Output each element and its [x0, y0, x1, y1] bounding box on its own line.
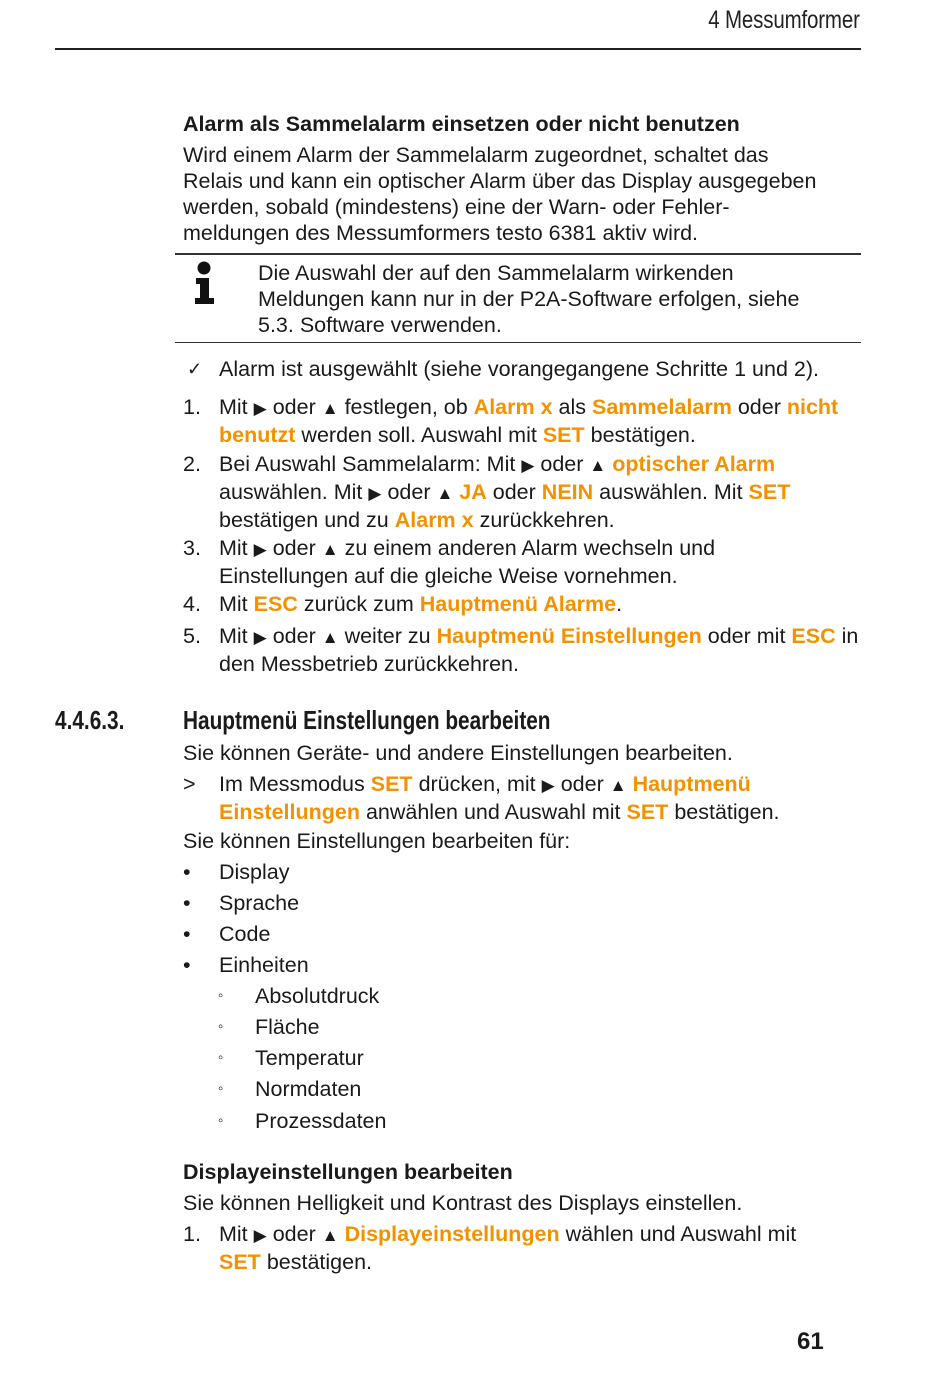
- display-intro: Sie können Helligkeit und Kontrast des Displays einstellen.: [183, 1191, 743, 1215]
- step-text: in den Messbetrieb zurückkehren.: [219, 624, 859, 676]
- note-text: [258, 260, 799, 338]
- step-text: oder: [272, 1222, 316, 1246]
- step-text: Mit: [219, 1222, 248, 1246]
- step-text: bestätigen und zu: [219, 508, 389, 532]
- step-text: oder: [387, 480, 431, 504]
- page-number: 61: [797, 1328, 824, 1355]
- action-mark: >: [183, 772, 196, 796]
- step-text: Mit: [219, 592, 248, 616]
- arrow-right-icon: ▶: [521, 456, 535, 475]
- step-text: wählen und Auswahl mit: [565, 1222, 797, 1246]
- note-bottom-rule: [175, 342, 861, 343]
- highlight-term: SET: [748, 480, 791, 504]
- para-line: Relais und kann ein optischer Alarm über das Display ausgegeben: [183, 169, 817, 193]
- highlight-term: ESC: [253, 592, 298, 616]
- step-text: zurückkehren.: [479, 508, 615, 532]
- list-item: Sprache: [219, 891, 300, 915]
- step-text: .: [616, 592, 623, 616]
- bullet-mark: •: [183, 922, 191, 946]
- note-line: Meldungen kann nur in der P2A-Software erfolgen, siehe: [258, 287, 800, 311]
- step-3: [219, 535, 859, 589]
- highlight-term: Hauptmenü Einstellungen: [436, 624, 702, 648]
- arrow-right-icon: ▶: [541, 776, 555, 795]
- step-number: 1.: [183, 395, 201, 419]
- highlight-term: NEIN: [541, 480, 594, 504]
- arrow-up-icon: ▲: [589, 456, 607, 475]
- para-line: werden, sobald (mindestens) eine der Warn- oder Fehler-: [183, 195, 730, 219]
- highlight-term: nicht benutzt: [219, 395, 839, 447]
- step-text: oder: [540, 452, 584, 476]
- step-text: auswählen. Mit: [599, 480, 743, 504]
- sub-list-item: Fläche: [255, 1015, 320, 1039]
- arrow-right-icon: ▶: [253, 540, 267, 559]
- arrow-right-icon: ▶: [253, 399, 267, 418]
- arrow-right-icon: ▶: [253, 628, 267, 647]
- highlight-term: Hauptmenü Alarme: [419, 592, 617, 616]
- info-icon: [190, 260, 220, 306]
- step-text: anwählen und Auswahl mit: [365, 800, 621, 824]
- step-text: drücken, mit: [418, 772, 536, 796]
- step-text: festlegen, ob: [344, 395, 468, 419]
- para-line: meldungen des Messumformers testo 6381 aktiv wird.: [183, 221, 699, 245]
- list-item: Code: [219, 922, 271, 946]
- list-item: Display: [219, 860, 290, 884]
- arrow-up-icon: ▲: [321, 1226, 339, 1245]
- step-text: oder: [272, 395, 316, 419]
- highlight-term: Alarm x: [473, 395, 553, 419]
- highlight-term: JA: [459, 480, 487, 504]
- step-text: weiter zu: [344, 624, 431, 648]
- arrow-up-icon: ▲: [321, 399, 339, 418]
- step-text: oder: [737, 395, 781, 419]
- bullet-mark: •: [183, 953, 191, 977]
- step-text: auswählen. Mit: [219, 480, 363, 504]
- display-heading: Displayeinstellungen bearbeiten: [183, 1160, 513, 1184]
- sub-bullet-mark: ◦: [218, 1080, 224, 1097]
- step-text: oder: [560, 772, 604, 796]
- step-text: oder: [272, 536, 316, 560]
- step-text: Mit: [219, 536, 248, 560]
- step-text: zu einem anderen Alarm wechseln und: [344, 536, 716, 560]
- sub-list-item: Normdaten: [255, 1077, 362, 1101]
- highlight-term: SET: [626, 800, 669, 824]
- chapter-header: 4 Messumformer: [708, 6, 860, 34]
- note-top-rule: [175, 253, 861, 255]
- step-text: oder: [492, 480, 536, 504]
- note-line: 5.3. Software verwenden.: [258, 313, 502, 337]
- header-rule: [55, 48, 861, 50]
- sub-bullet-mark: ◦: [218, 1049, 224, 1066]
- highlight-term: SET: [542, 423, 585, 447]
- sub-list-item: Temperatur: [255, 1046, 364, 1070]
- step-text: Im Messmodus: [219, 772, 365, 796]
- sammelalarm-paragraph: [183, 142, 816, 246]
- arrow-right-icon: ▶: [253, 1226, 267, 1245]
- check-mark: ✓: [187, 359, 203, 379]
- step-text: Mit: [219, 624, 248, 648]
- arrow-up-icon: ▲: [321, 628, 339, 647]
- highlight-term: optischer Alarm: [612, 452, 776, 476]
- highlight-term: SET: [219, 1250, 261, 1274]
- arrow-up-icon: ▲: [609, 776, 627, 795]
- step-text: bestätigen.: [590, 423, 696, 447]
- list-intro: Sie können Einstellungen bearbeiten für:: [183, 829, 571, 853]
- step-text: Bei Auswahl Sammelalarm: Mit: [219, 452, 516, 476]
- section-intro: Sie können Geräte- und andere Einstellungen bearbeiten.: [183, 741, 733, 765]
- note-line: Die Auswahl der auf den Sammelalarm wirkenden: [258, 261, 734, 285]
- step-2: [219, 451, 859, 533]
- highlight-term: Hauptmenü: [632, 772, 751, 796]
- step-number: 4.: [183, 592, 201, 616]
- highlight-term: Einstellungen: [219, 800, 360, 824]
- sub-bullet-mark: ◦: [218, 1112, 224, 1129]
- step-text: Mit: [219, 395, 248, 419]
- para-line: Wird einem Alarm der Sammelalarm zugeordnet, schaltet das: [183, 143, 769, 167]
- precondition-text: Alarm ist ausgewählt (siehe vorangegangene Schritte 1 und 2).: [219, 357, 819, 381]
- sub-bullet-mark: ◦: [218, 987, 224, 1004]
- step-number: 3.: [183, 536, 201, 560]
- step-number: 1.: [183, 1222, 201, 1246]
- arrow-right-icon: ▶: [368, 484, 382, 503]
- step-text: zurück zum: [303, 592, 414, 616]
- sub-list-item: Absolutdruck: [255, 984, 380, 1008]
- step-4: [219, 591, 859, 617]
- arrow-up-icon: ▲: [321, 540, 339, 559]
- step-1: [219, 394, 859, 448]
- sub-bullet-mark: ◦: [218, 1018, 224, 1035]
- step-text: bestätigen.: [674, 800, 780, 824]
- step-text: Einstellungen auf die gleiche Weise vornehmen.: [219, 564, 678, 588]
- highlight-term: Alarm x: [394, 508, 474, 532]
- sammelalarm-heading: Alarm als Sammelalarm einsetzen oder nicht benutzen: [183, 112, 740, 136]
- display-step-1: [219, 1221, 859, 1275]
- section-title: Hauptmenü Einstellungen bearbeiten: [183, 705, 551, 735]
- step-5: [219, 623, 859, 677]
- step-number: 2.: [183, 452, 201, 476]
- bullet-mark: •: [183, 891, 191, 915]
- list-item: Einheiten: [219, 953, 309, 977]
- highlight-term: SET: [370, 772, 413, 796]
- highlight-term: ESC: [791, 624, 836, 648]
- step-text: als: [558, 395, 587, 419]
- bullet-mark: •: [183, 860, 191, 884]
- step-number: 5.: [183, 624, 201, 648]
- arrow-up-icon: ▲: [436, 484, 454, 503]
- step-text: werden soll. Auswahl mit: [301, 423, 537, 447]
- highlight-term: Sammelalarm: [592, 395, 732, 419]
- step-text: bestätigen.: [266, 1250, 373, 1274]
- action-step: [219, 771, 859, 825]
- highlight-term: Displayeinstellungen: [344, 1222, 560, 1246]
- sub-list-item: Prozessdaten: [255, 1109, 387, 1133]
- step-text: oder: [272, 624, 316, 648]
- step-text: oder mit: [707, 624, 786, 648]
- section-number: 4.4.6.3.: [55, 705, 125, 735]
